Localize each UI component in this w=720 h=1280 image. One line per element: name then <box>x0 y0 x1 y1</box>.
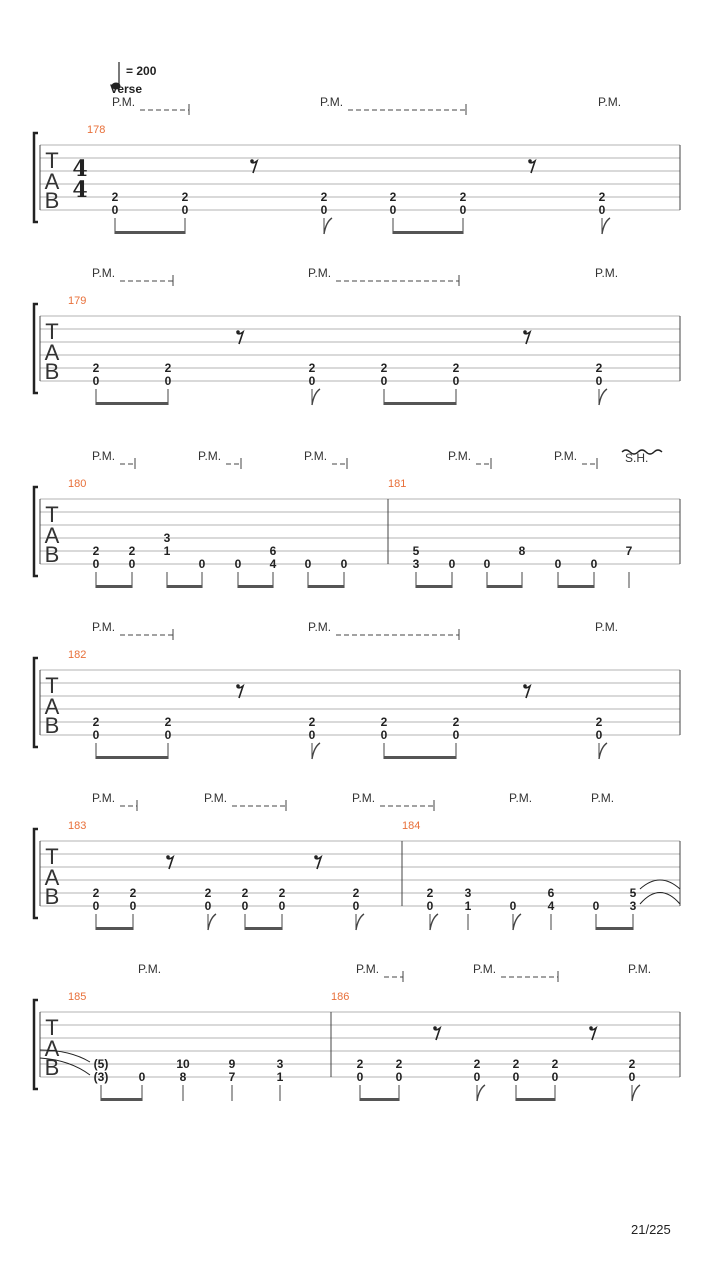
eighth-rest-dot <box>523 684 527 688</box>
note <box>93 361 100 405</box>
note-beam <box>115 231 185 234</box>
system-bracket <box>34 1000 38 1089</box>
note <box>593 899 600 930</box>
slide-label: S.H. <box>625 451 649 465</box>
note <box>139 1070 146 1101</box>
fret-number: 0 <box>380 374 388 388</box>
fret-number: 5 <box>629 886 637 900</box>
note-beam <box>384 402 456 405</box>
palm-mute-label: P.M. <box>92 266 116 280</box>
note-beam <box>393 231 463 234</box>
note-flag <box>312 389 320 405</box>
note-flag <box>599 743 607 759</box>
note-flag <box>477 1085 485 1101</box>
note <box>182 190 189 234</box>
fret-number: 2 <box>92 886 100 900</box>
note <box>510 899 521 930</box>
note <box>176 1057 190 1101</box>
fret-number: 7 <box>228 1070 236 1084</box>
note <box>235 557 242 588</box>
tab-letter-a: A <box>44 169 60 194</box>
tab-letter-a: A <box>44 523 60 548</box>
note-flag <box>632 1085 640 1101</box>
note <box>630 886 637 930</box>
fret-number: 2 <box>111 190 119 204</box>
fret-number: 0 <box>304 557 312 571</box>
palm-mute-label: P.M. <box>198 449 222 463</box>
palm-mute-label: P.M. <box>628 962 652 976</box>
note-beam <box>487 585 522 588</box>
note <box>229 1057 236 1101</box>
fret-number: 2 <box>128 544 136 558</box>
eighth-rest-dot <box>250 159 254 163</box>
note-beam <box>96 402 168 405</box>
note-flag <box>324 218 332 234</box>
palm-mute-label: P.M. <box>352 791 376 805</box>
note <box>453 715 460 759</box>
note <box>460 190 467 234</box>
tab-system <box>34 620 680 759</box>
fret-number: 6 <box>547 886 555 900</box>
fret-number: 1 <box>276 1070 284 1084</box>
tab-letter-t: T <box>45 502 59 527</box>
fret-number: 0 <box>92 557 100 571</box>
fret-number: 3 <box>163 531 171 545</box>
bar-number: 181 <box>388 478 407 490</box>
fret-number: 0 <box>181 203 189 217</box>
fret-number: 0 <box>308 728 316 742</box>
fret-number: 2 <box>395 1057 403 1071</box>
fret-number: (5) <box>93 1057 109 1071</box>
note <box>93 544 100 588</box>
tempo-value: = 200 <box>126 64 157 78</box>
note <box>555 557 562 588</box>
fret-number: 2 <box>426 886 434 900</box>
system-bracket <box>34 829 38 918</box>
note <box>165 715 172 759</box>
fret-number: 3 <box>276 1057 284 1071</box>
note <box>279 886 286 930</box>
palm-mute-label: P.M. <box>308 620 332 634</box>
fret-number: 0 <box>92 899 100 913</box>
note-flag <box>356 914 364 930</box>
fret-number: 0 <box>198 557 206 571</box>
bar-number: 185 <box>68 991 87 1003</box>
fret-number: 10 <box>176 1057 190 1071</box>
fret-number: 0 <box>241 899 249 913</box>
fret-number: 0 <box>128 557 136 571</box>
eighth-rest-dot <box>433 1026 437 1030</box>
fret-number: 2 <box>92 544 100 558</box>
fret-number: 0 <box>278 899 286 913</box>
fret-number: 2 <box>320 190 328 204</box>
fret-number: 0 <box>554 557 562 571</box>
note <box>130 886 137 930</box>
note <box>129 544 136 588</box>
note-flag <box>599 389 607 405</box>
bar-number: 184 <box>402 820 421 832</box>
fret-number: 0 <box>389 203 397 217</box>
eighth-rest-dot <box>314 855 318 859</box>
fret-number: 2 <box>473 1057 481 1071</box>
note <box>93 715 100 759</box>
note <box>199 557 206 588</box>
note-beam <box>96 585 132 588</box>
fret-number: 0 <box>111 203 119 217</box>
fret-number: 2 <box>380 361 388 375</box>
fret-number: 2 <box>278 886 286 900</box>
system-bracket <box>34 658 38 747</box>
tie-arc <box>640 893 680 905</box>
fret-number: 6 <box>269 544 277 558</box>
tab-system <box>34 95 680 234</box>
time-signature-top: 4 <box>72 156 88 182</box>
fret-number: 3 <box>629 899 637 913</box>
note-beam <box>558 585 594 588</box>
tab-letter-b: B <box>44 1055 60 1080</box>
tab-letter-b: B <box>44 188 60 213</box>
note <box>465 886 472 930</box>
tab-letter-a: A <box>44 340 60 365</box>
note-beam <box>96 756 168 759</box>
fret-number: 2 <box>452 361 460 375</box>
palm-mute-label: P.M. <box>356 962 380 976</box>
eighth-rest-dot <box>589 1026 593 1030</box>
fret-number: 0 <box>426 899 434 913</box>
fret-number: 0 <box>380 728 388 742</box>
tab-letter-a: A <box>44 694 60 719</box>
fret-number: 0 <box>592 899 600 913</box>
tab-system <box>34 449 680 588</box>
fret-number: 1 <box>464 899 472 913</box>
tab-system <box>34 791 680 930</box>
fret-number: 0 <box>164 374 172 388</box>
fret-number: 2 <box>164 715 172 729</box>
note-beam <box>167 585 202 588</box>
note-beam <box>416 585 452 588</box>
fret-number: 3 <box>412 557 420 571</box>
fret-number: 2 <box>356 1057 364 1071</box>
fret-number: 0 <box>473 1070 481 1084</box>
section-label: Verse <box>110 82 143 96</box>
fret-number: 2 <box>308 715 316 729</box>
note <box>626 544 633 588</box>
note <box>591 557 598 588</box>
fret-number: 0 <box>308 374 316 388</box>
palm-mute-label: P.M. <box>92 791 116 805</box>
fret-number: 7 <box>625 544 633 558</box>
tab-letter-t: T <box>45 148 59 173</box>
system-bracket <box>34 487 38 576</box>
palm-mute-label: P.M. <box>595 620 619 634</box>
fret-number: 2 <box>389 190 397 204</box>
note <box>484 557 491 588</box>
fret-number: 2 <box>512 1057 520 1071</box>
note-flag <box>602 218 610 234</box>
note <box>357 1057 364 1101</box>
note-beam <box>245 927 282 930</box>
fret-number: 2 <box>628 1057 636 1071</box>
note-beam <box>516 1098 555 1101</box>
fret-number: 9 <box>228 1057 236 1071</box>
fret-number: 0 <box>395 1070 403 1084</box>
note <box>390 190 397 234</box>
fret-number: 2 <box>380 715 388 729</box>
fret-number: 0 <box>138 1070 146 1084</box>
palm-mute-label: P.M. <box>591 791 615 805</box>
tab-letter-t: T <box>45 673 59 698</box>
fret-number: 0 <box>164 728 172 742</box>
note-beam <box>308 585 344 588</box>
note <box>519 544 526 588</box>
fret-number: 0 <box>483 557 491 571</box>
fret-number: 2 <box>92 715 100 729</box>
note <box>381 361 388 405</box>
note <box>548 886 555 930</box>
note-beam <box>384 756 456 759</box>
fret-number: 8 <box>179 1070 187 1084</box>
fret-number: 0 <box>628 1070 636 1084</box>
note <box>305 557 312 588</box>
note-beam <box>360 1098 399 1101</box>
tab-letter-t: T <box>45 844 59 869</box>
fret-number: 0 <box>352 899 360 913</box>
fret-number: 2 <box>92 361 100 375</box>
note <box>381 715 388 759</box>
tab-letter-b: B <box>44 542 60 567</box>
fret-number: 5 <box>412 544 420 558</box>
palm-mute-label: P.M. <box>509 791 533 805</box>
palm-mute-label: P.M. <box>204 791 228 805</box>
fret-number: 2 <box>459 190 467 204</box>
system-bracket <box>34 304 38 393</box>
note <box>94 1057 109 1101</box>
fret-number: 2 <box>595 715 603 729</box>
tab-system <box>34 266 680 405</box>
tempo-marking <box>110 62 157 96</box>
note-flag <box>513 914 521 930</box>
fret-number: 0 <box>340 557 348 571</box>
fret-number: 0 <box>595 728 603 742</box>
fret-number: 2 <box>551 1057 559 1071</box>
note <box>513 1057 520 1101</box>
fret-number: 0 <box>129 899 137 913</box>
fret-number: 2 <box>181 190 189 204</box>
fret-number: 0 <box>92 728 100 742</box>
palm-mute-label: P.M. <box>448 449 472 463</box>
note-flag <box>312 743 320 759</box>
fret-number: 2 <box>598 190 606 204</box>
palm-mute-label: P.M. <box>304 449 328 463</box>
fret-number: 0 <box>459 203 467 217</box>
palm-mute-label: P.M. <box>598 95 622 109</box>
fret-number: 2 <box>204 886 212 900</box>
fret-number: 0 <box>204 899 212 913</box>
fret-number: 0 <box>92 374 100 388</box>
fret-number: 0 <box>595 374 603 388</box>
tab-systems <box>34 95 680 1101</box>
palm-mute-label: P.M. <box>92 449 116 463</box>
note-flag <box>208 914 216 930</box>
fret-number: 0 <box>320 203 328 217</box>
note <box>270 544 277 588</box>
note-beam <box>238 585 273 588</box>
tie-arc <box>640 880 680 889</box>
note <box>413 544 420 588</box>
fret-number: 0 <box>598 203 606 217</box>
bar-number: 183 <box>68 820 87 832</box>
note <box>552 1057 559 1101</box>
fret-number: 0 <box>551 1070 559 1084</box>
fret-number: 0 <box>356 1070 364 1084</box>
bar-number: 182 <box>68 649 87 661</box>
bar-number: 180 <box>68 478 87 490</box>
note <box>341 557 348 588</box>
fret-number: 2 <box>129 886 137 900</box>
fret-number: 1 <box>163 544 171 558</box>
tab-letter-a: A <box>44 865 60 890</box>
fret-number: 2 <box>352 886 360 900</box>
note <box>453 361 460 405</box>
bar-number: 186 <box>331 991 350 1003</box>
fret-number: 0 <box>234 557 242 571</box>
note-beam <box>96 927 133 930</box>
fret-number: 2 <box>595 361 603 375</box>
system-bracket <box>34 133 38 222</box>
fret-number: 2 <box>164 361 172 375</box>
fret-number: 0 <box>512 1070 520 1084</box>
note <box>396 1057 403 1101</box>
note-beam <box>596 927 633 930</box>
note <box>449 557 456 588</box>
fret-number: 0 <box>448 557 456 571</box>
palm-mute-label: P.M. <box>595 266 619 280</box>
palm-mute-label: P.M. <box>320 95 344 109</box>
fret-number: 2 <box>308 361 316 375</box>
note-flag <box>430 914 438 930</box>
fret-number: 3 <box>464 886 472 900</box>
tab-letter-t: T <box>45 1015 59 1040</box>
fret-number: 0 <box>452 728 460 742</box>
tab-letter-b: B <box>44 359 60 384</box>
page-number: 21/225 <box>631 1222 671 1237</box>
eighth-rest-dot <box>523 330 527 334</box>
palm-mute-label: P.M. <box>92 620 116 634</box>
fret-number: 4 <box>547 899 555 913</box>
note <box>242 886 249 930</box>
note <box>165 361 172 405</box>
fret-number: 8 <box>518 544 526 558</box>
tab-letter-b: B <box>44 884 60 909</box>
fret-number: 4 <box>269 557 277 571</box>
tab-letter-t: T <box>45 319 59 344</box>
time-signature-bottom: 4 <box>72 177 88 203</box>
note <box>277 1057 284 1101</box>
eighth-rest-dot <box>236 330 240 334</box>
fret-number: 2 <box>452 715 460 729</box>
tab-system <box>34 962 680 1101</box>
fret-number: 0 <box>509 899 517 913</box>
palm-mute-label: P.M. <box>554 449 578 463</box>
tab-letter-a: A <box>44 1036 60 1061</box>
note <box>112 190 119 234</box>
bar-number: 179 <box>68 295 87 307</box>
palm-mute-label: P.M. <box>473 962 497 976</box>
bar-number: 178 <box>87 124 106 136</box>
note <box>164 531 171 588</box>
note-beam <box>101 1098 142 1101</box>
note <box>93 886 100 930</box>
eighth-rest-dot <box>528 159 532 163</box>
fret-number: (3) <box>93 1070 109 1084</box>
palm-mute-label: P.M. <box>112 95 136 109</box>
fret-number: 2 <box>241 886 249 900</box>
palm-mute-label: P.M. <box>308 266 332 280</box>
eighth-rest-dot <box>236 684 240 688</box>
fret-number: 0 <box>452 374 460 388</box>
fret-number: 0 <box>590 557 598 571</box>
eighth-rest-dot <box>166 855 170 859</box>
tab-letter-b: B <box>44 713 60 738</box>
palm-mute-label: P.M. <box>138 962 162 976</box>
